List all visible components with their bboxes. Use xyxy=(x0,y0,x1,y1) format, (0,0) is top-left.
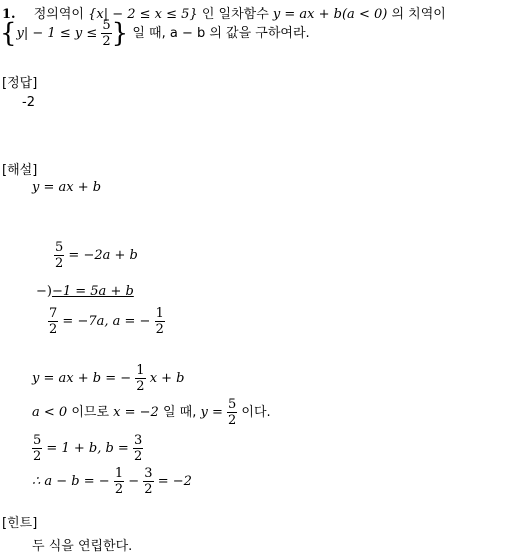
answer-value: -2 xyxy=(22,95,35,110)
domain-set: {x| − 2 ≤ x ≤ 5} xyxy=(88,7,198,22)
problem-text: 일 때, a − b 의 값을 구하여라. xyxy=(132,26,310,41)
final-answer-line: ∴ a − b = − $\frac{1}{2}$ − $\frac{3}{2}$ = −2 xyxy=(32,466,192,497)
system-result: $\frac{7}{2}$ = −7a, a = − $\frac{1}{2}$ xyxy=(49,306,164,337)
hint-text: 두 식을 연립한다. xyxy=(32,539,133,554)
range-set: y| − 1 ≤ y ≤ xyxy=(16,26,98,41)
problem-line-2 xyxy=(0,18,310,49)
range-fraction: $\frac{5}{2}$ xyxy=(102,18,111,49)
problem-text: 의 치역이 xyxy=(391,7,446,22)
problem-text: 인 일차함수 xyxy=(201,7,269,22)
solution-label: [해설] xyxy=(2,163,38,178)
condition-line: a < 0 이므로 x = −2 일 때, y = $\frac{5}{2}$ 이다. xyxy=(32,397,271,428)
answer-label: [정답] xyxy=(2,76,38,91)
range-brace-close: } xyxy=(111,18,129,49)
problem-text: 정의역이 xyxy=(33,7,84,22)
function-expr: y = ax + b(a < 0) xyxy=(272,7,388,22)
system-line-2: −)−1 = 5a + b xyxy=(36,284,134,299)
problem-number: 1. xyxy=(2,7,16,22)
hint-label: [힌트] xyxy=(2,516,38,531)
linear-function-line: y = ax + b = − $\frac{1}{2}$ x + b xyxy=(32,363,185,394)
solution-equation: y = ax + b xyxy=(32,180,102,195)
b-solution-line: $\frac{5}{2}$ = 1 + b, b = $\frac{3}{2}$ xyxy=(33,433,143,464)
system-line-1: $\frac{5}{2}$ = −2a + b xyxy=(55,240,138,271)
range-brace-open: { xyxy=(0,18,17,49)
